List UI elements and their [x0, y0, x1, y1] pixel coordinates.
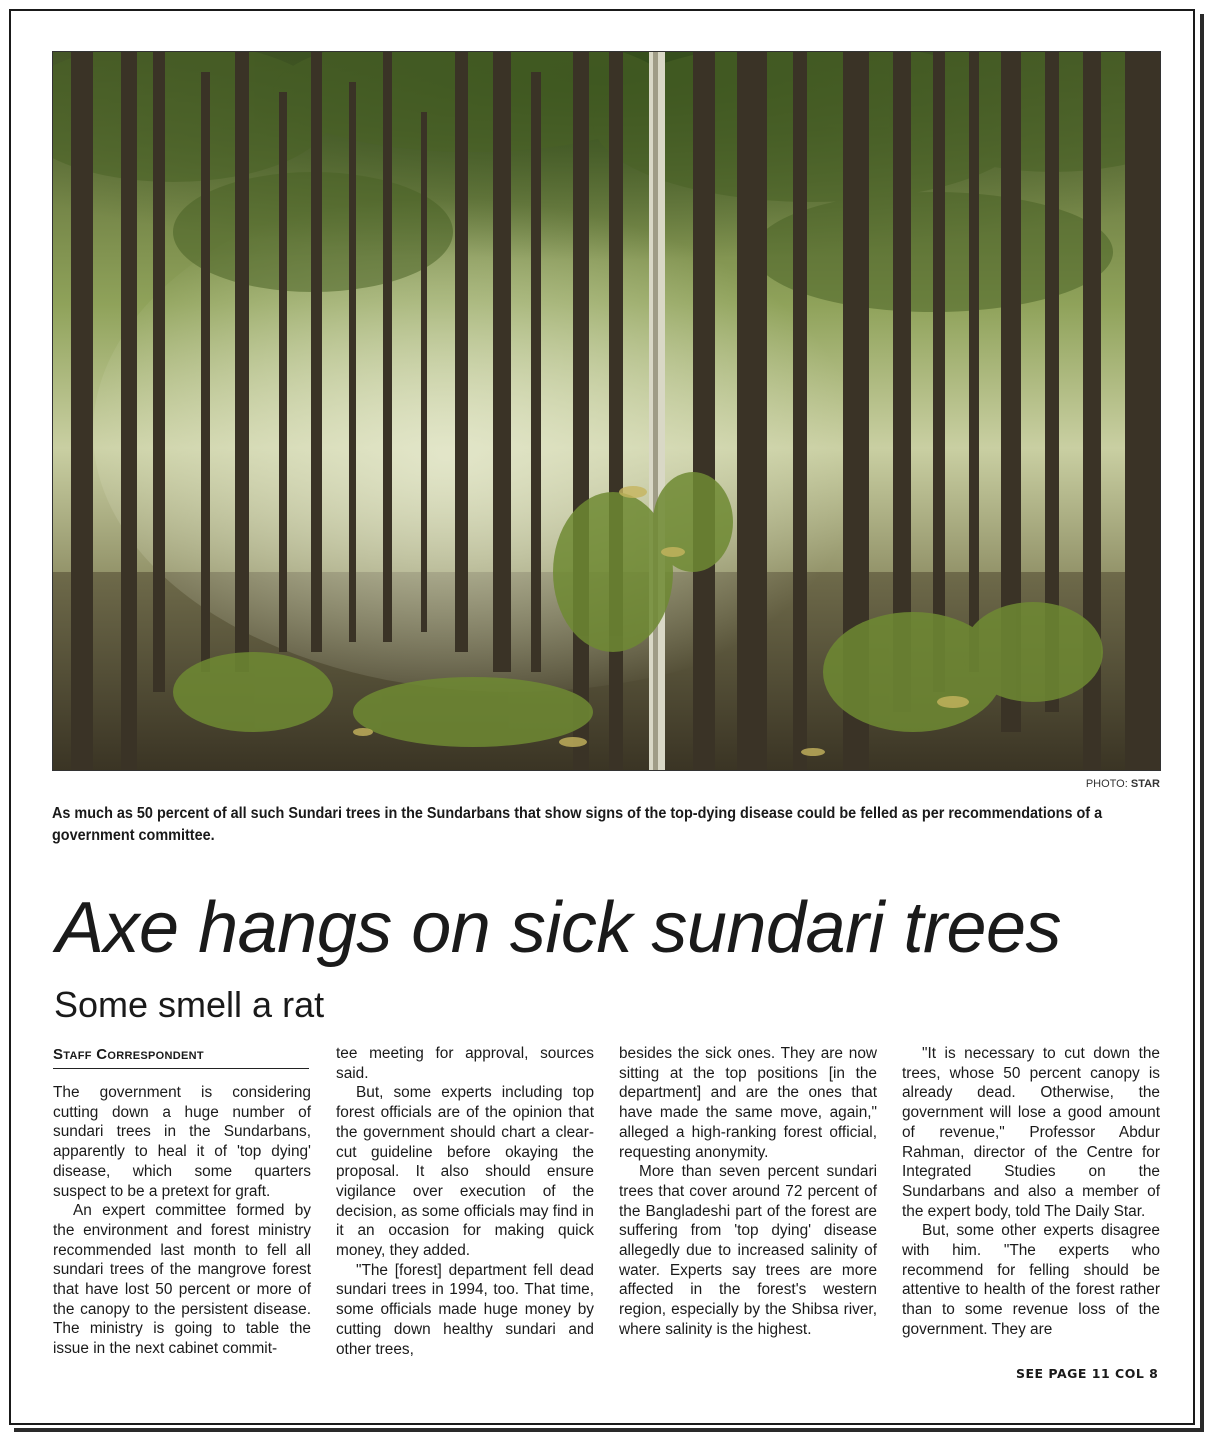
photo-caption: As much as 50 percent of all such Sundari trees in the Sundarbans that show signs of the top-dying disease could be felled as per recommendations of a government committee.: [52, 805, 1103, 844]
paragraph: But, some other experts disagree with him. "The experts who recommend for felling should be attentive to health of the forest rather than to some revenue loss of the government. They are: [902, 1222, 1160, 1338]
paragraph: The government is considering cutting down a huge number of sundari trees in the Sundarbans, apparently to heal it of 'top dying' disease, which some quarters suspect to be a pretext for graft.: [53, 1084, 311, 1200]
paragraph: But, some experts including top forest officials are of the opinion that the government should chart a clear-cut guideline before okaying the proposal. It also should ensure vigilance over execution of the decision, as some officials may find in it an occasion for making quick money, they added.: [336, 1084, 594, 1260]
frame-shadow-bottom: [14, 1428, 1204, 1432]
paragraph: "It is necessary to cut down the trees, whose 50 percent canopy is already dead. Otherwise, the government will lose a good amount of revenue," Professor Abdur Rahman, director of the Centre for Integrated Studies on the Sundarbans and also a member of the expert body, told The Daily Star.: [902, 1045, 1160, 1220]
continuation-reference: SEE PAGE 11 COL 8: [1016, 1366, 1159, 1381]
article-column-3: [619, 1044, 877, 1340]
article-column-2: [336, 1044, 594, 1359]
paragraph: besides the sick ones. They are now sitting at the top positions [in the department] and are the ones that have made the same move, again," alleged a high-ranking forest official, requesting anonymity.: [619, 1045, 877, 1161]
article-column-1: [53, 1083, 311, 1359]
paragraph: tee meeting for approval, sources said.: [336, 1045, 594, 1082]
article-column-4: [902, 1044, 1160, 1340]
headline: Axe hangs on sick sundari trees: [56, 888, 1062, 968]
subheadline: Some smell a rat: [54, 984, 325, 1025]
byline: Staff Correspondent: [53, 1046, 309, 1069]
paragraph: An expert committee formed by the environment and forest ministry recommended last month to fell all sundari trees of the mangrove forest that have lost 50 percent or more of the canopy to the persistent disease. The ministry is going to table the issue in the next cabinet commit-: [53, 1202, 311, 1358]
paragraph: "The [forest] department fell dead sundari trees in 1994, too. That time, some officials made huge money by cutting down healthy sundari and other trees,: [336, 1261, 594, 1358]
paragraph: More than seven percent sundari trees that cover around 72 percent of the Bangladeshi part of the forest are suffering from 'top dying' disease allegedly due to increased salinity of water. Experts say trees are more affected in the forest's western region, especially by the Shibsa river, where salinity is the highest.: [619, 1163, 877, 1338]
photo-credit: PHOTO: STAR: [1085, 778, 1160, 790]
forest-illustration: [53, 52, 1161, 771]
frame-shadow-right: [1200, 14, 1204, 1432]
forest-photo: [52, 51, 1161, 771]
